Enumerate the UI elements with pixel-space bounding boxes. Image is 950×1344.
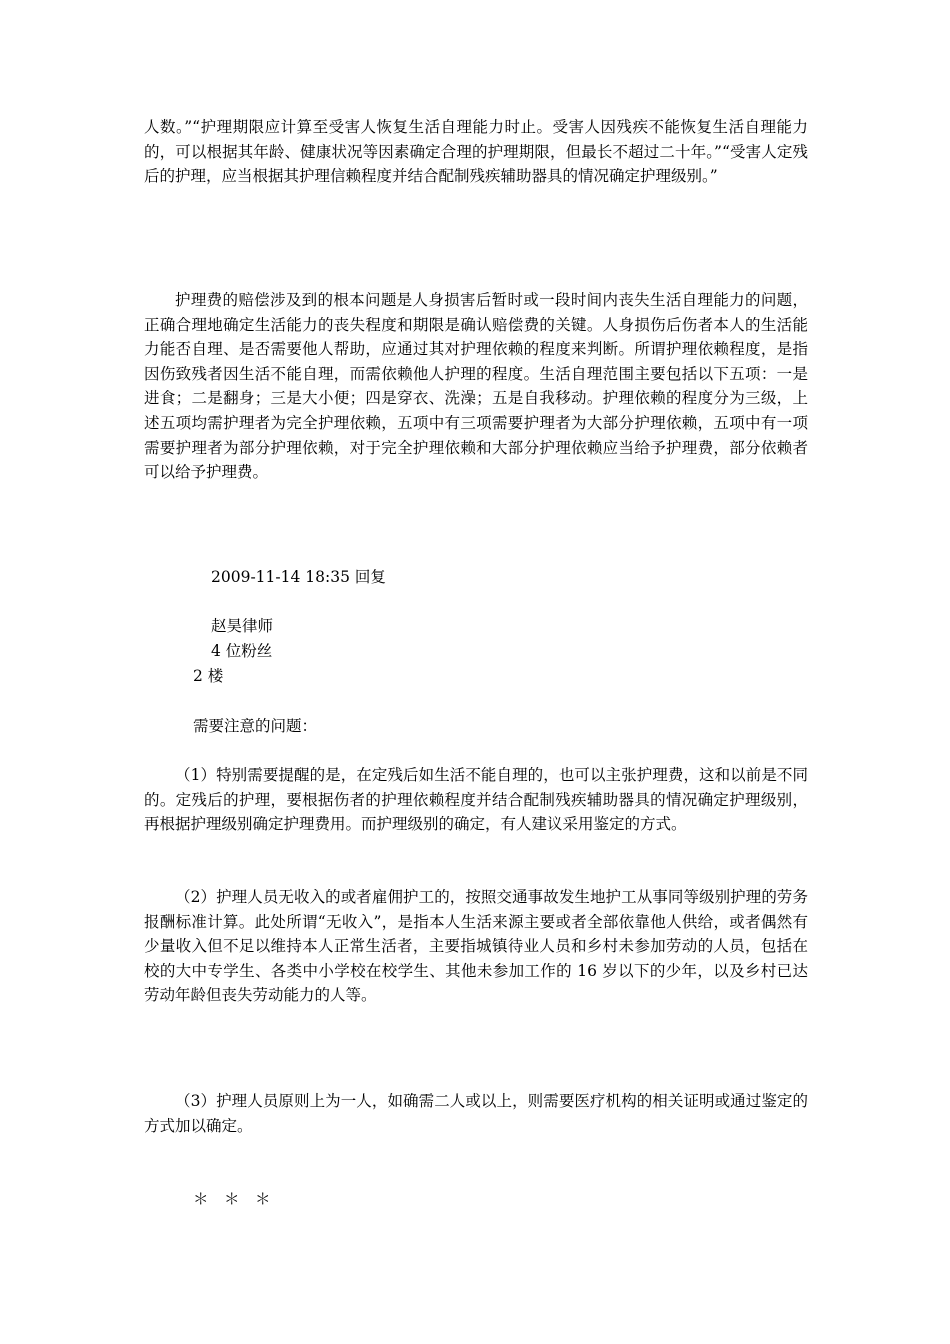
analysis-paragraph: 护理费的赔偿涉及到的根本问题是人身损害后暂时或一段时间内丧失生活自理能力的问题，正确合理地确定生活能力的丧失程度和期限是确认赔偿费的关键。人身损伤后伤者本人的生活能力能否自理、是否需要他人帮助，应通过其对护理依赖的程度来判断。所谓护理依赖程度，是指因伤致残者因生活不能自理，而需依赖他人护理的程度。生活自理范围主要包括以下五项：一是进食；二是翻身；三是大小便；四是穿衣、洗澡；五是自我移动。护理依赖的程度分为三级，上述五项均需护理者为完全护理依赖，五项中有三项需要护理者为大部分护理依赖，五项中有一项需要护理者为部分护理依赖，对于完全护理依赖和大部分护理依赖应当给予护理费，部分依赖者可以给予护理费。 [144, 291, 808, 482]
note-3-paragraph: （3）护理人员原则上为一人，如确需二人或以上，则需要医疗机构的相关证明或通过鉴定的方式加以确定。 [144, 1092, 808, 1135]
fan-count: 4 位粉丝 [211, 642, 273, 660]
note-1-paragraph: （1）特别需要提醒的是，在定残后如生活不能自理的，也可以主张护理费，这和以前是不同的。定残后的护理，要根据伤者的护理依赖程度并结合配制残疾辅助器具的情况确定护理级别，再根据护理级别确定护理费用。而护理级别的确定，有人建议采用鉴定的方式。 [144, 766, 808, 834]
reply-timestamp: 2009-11-14 18:35 回复 [211, 568, 386, 586]
section-separator: ＊ ＊ ＊ [193, 1190, 271, 1208]
author-name: 赵昊律师 [211, 617, 274, 635]
notes-heading: 需要注意的问题： [193, 717, 318, 735]
note-2-paragraph: （2）护理人员无收入的或者雇佣护工的，按照交通事故发生地护工从事同等级别护理的劳务报酬标准计算。此处所谓“无收入”，是指本人生活来源主要或者全部依靠他人供给，或者偶然有少量收入但不足以维持本人正常生活者，主要指城镇待业人员和乡村未参加劳动的人员，包括在校的大中专学生、各类中小学校在校学生、其他未参加工作的 16 岁以下的少年，以及乡村已达劳动年龄但丧失劳动能力的人等。 [144, 888, 808, 1005]
floor-label: 2 楼 [193, 667, 224, 685]
quote-paragraph: 人数。”“护理期限应计算至受害人恢复生活自理能力时止。受害人因残疾不能恢复生活自理能力的，可以根据其年龄、健康状况等因素确定合理的护理期限，但最长不超过二十年。”“受害人定残后的护理，应当根据其护理信赖程度并结合配制残疾辅助器具的情况确定护理级别。” [144, 118, 808, 186]
